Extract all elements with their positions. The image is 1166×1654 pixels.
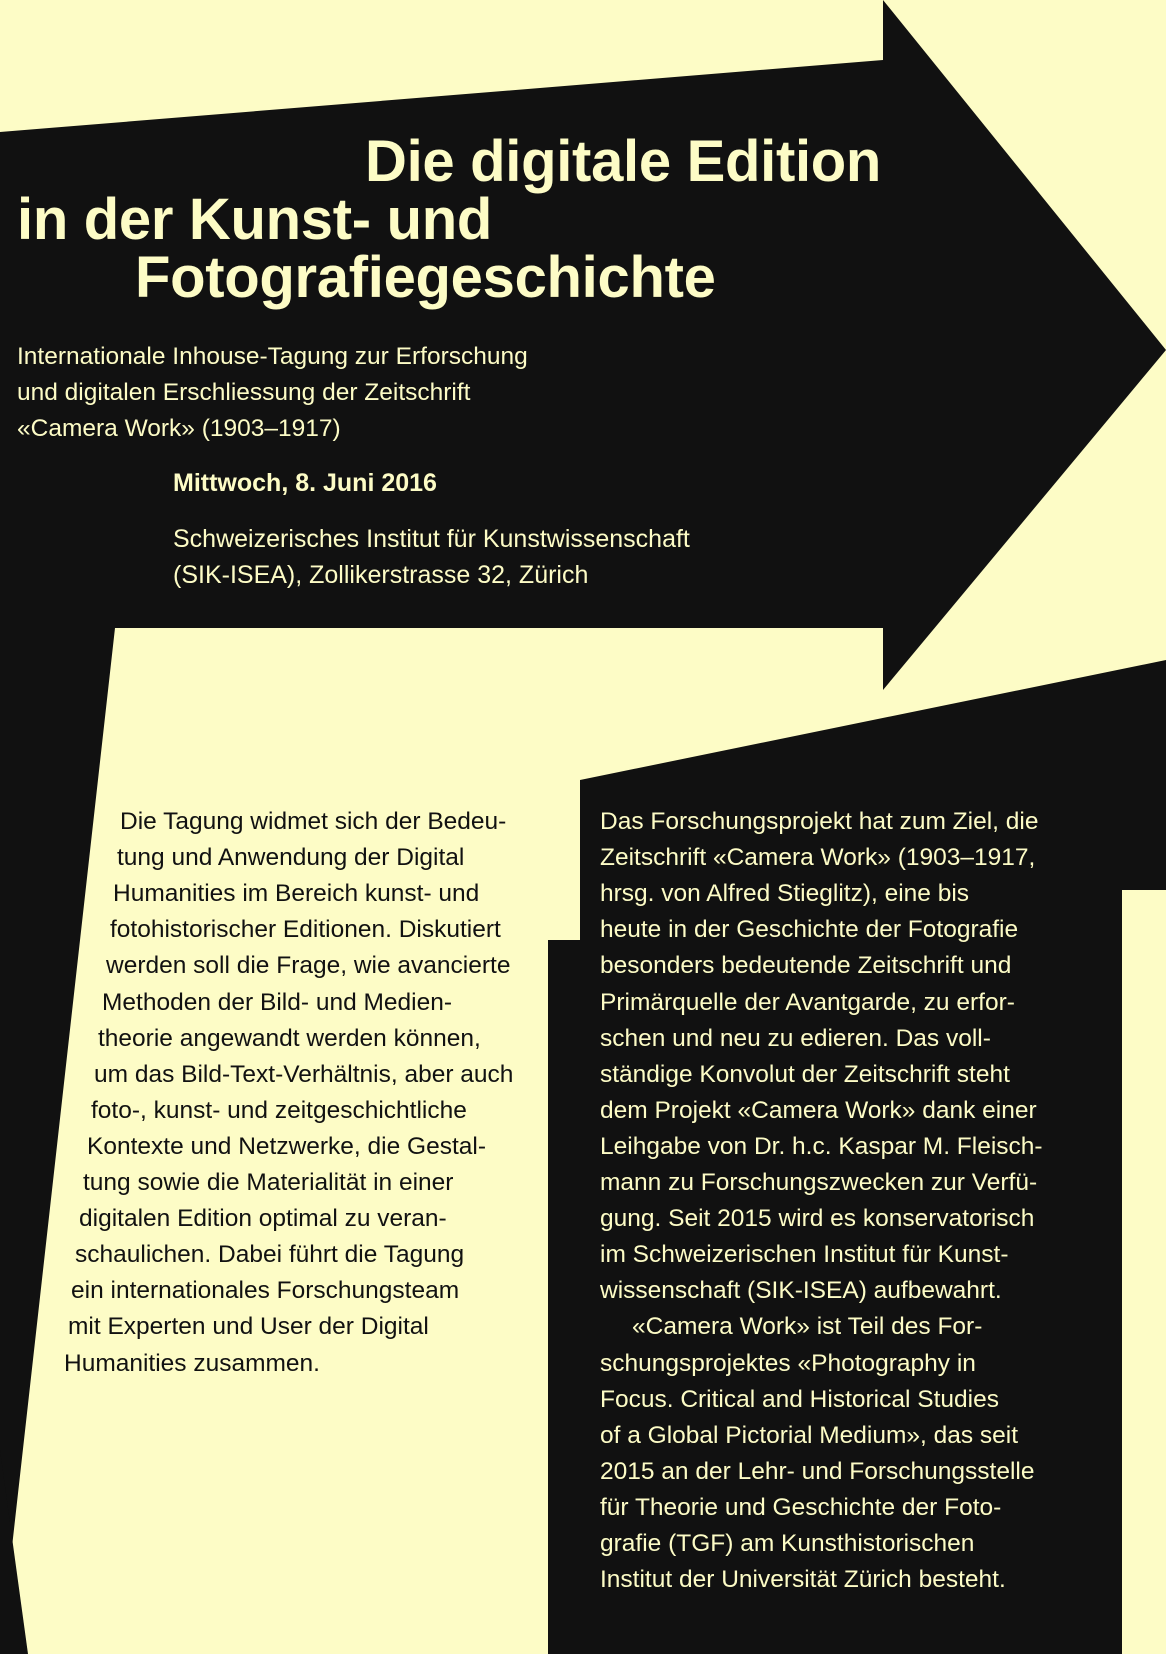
left-column-line: theorie angewandt werden können, — [98, 1024, 481, 1052]
right-column-line: Das Forschungsprojekt hat zum Ziel, die — [600, 808, 1039, 835]
right-column-line: besonders bedeutende Zeitschrift und — [600, 952, 1012, 980]
venue-line-2: (SIK-ISEA), Zollikerstrasse 32, Zürich — [173, 561, 589, 589]
title-line-1: Die digitale Edition — [365, 129, 882, 194]
right-column-line: Institut der Universität Zürich besteht. — [600, 1566, 1006, 1594]
title-line-2: in der Kunst- und — [17, 187, 492, 252]
subtitle-line-3: «Camera Work» (1903–1917) — [17, 415, 341, 442]
right-column-line: of a Global Pictorial Medium», das seit — [600, 1421, 1019, 1449]
left-column-line: Die Tagung widmet sich der Bedeu- — [120, 808, 507, 835]
right-column-line: hrsg. von Alfred Stieglitz), eine bis — [600, 880, 970, 908]
right-column-line: ständige Konvolut der Zeitschrift steht — [600, 1060, 1010, 1088]
left-column-line: ein internationales Forschungsteam — [71, 1277, 460, 1305]
right-column-line: mann zu Forschungszwecken zur Verfü- — [600, 1169, 1038, 1196]
right-column-line: «Camera Work» ist Teil des For- — [632, 1313, 983, 1341]
left-column-line: foto-, kunst- und zeitgeschichtliche — [91, 1096, 467, 1124]
left-column-line: digitalen Edition optimal zu veran- — [79, 1205, 447, 1233]
left-column-line: Humanities im Bereich kunst- und — [113, 880, 480, 908]
right-column-line: schungsprojektes «Photography in — [600, 1349, 976, 1377]
right-column-line: Focus. Critical and Historical Studies — [600, 1385, 999, 1413]
left-column-line: schaulichen. Dabei führt die Tagung — [75, 1241, 465, 1269]
left-column-line: tung sowie die Materialität in einer — [83, 1169, 454, 1196]
right-column-line: gung. Seit 2015 wird es konservatorisch — [600, 1205, 1035, 1233]
left-column-line: Methoden der Bild- und Medien- — [102, 988, 453, 1016]
subtitle-line-1: Internationale Inhouse-Tagung zur Erforschung — [17, 343, 528, 370]
right-column-line: Zeitschrift «Camera Work» (1903–1917, — [600, 844, 1036, 872]
left-column-line: werden soll die Frage, wie avancierte — [106, 952, 511, 980]
left-column-line: Kontexte und Netzwerke, die Gestal- — [87, 1132, 487, 1160]
event-date: Mittwoch, 8. Juni 2016 — [173, 469, 437, 497]
right-column-line: Primärquelle der Avantgarde, zu erfor- — [600, 988, 1015, 1016]
title-line-3: Fotografiegeschichte — [135, 245, 716, 310]
left-column-line: um das Bild-Text-Verhältnis, aber auch — [94, 1060, 514, 1088]
left-column-line: tung und Anwendung der Digital — [117, 844, 465, 872]
right-column-line: für Theorie und Geschichte der Foto- — [600, 1493, 1002, 1521]
venue-line-1: Schweizerisches Institut für Kunstwissenschaft — [173, 525, 690, 553]
event-venue — [173, 521, 690, 593]
left-column-line: Humanities zusammen. — [64, 1349, 320, 1377]
right-column-line: 2015 an der Lehr- und Forschungsstelle — [600, 1457, 1035, 1485]
right-column-line: heute in der Geschichte der Fotografie — [600, 916, 1019, 944]
right-column-line: Leihgabe von Dr. h.c. Kaspar M. Fleisch- — [600, 1132, 1043, 1160]
right-column-line: schen und neu zu edieren. Das voll- — [600, 1024, 991, 1052]
right-column-line: dem Projekt «Camera Work» dank einer — [600, 1096, 1037, 1124]
subtitle — [17, 339, 528, 447]
left-column-line: mit Experten und User der Digital — [68, 1313, 429, 1341]
subtitle-line-2: und digitalen Erschliessung der Zeitschrift — [17, 379, 471, 406]
right-column-line: grafie (TGF) am Kunsthistorischen — [600, 1530, 975, 1557]
right-column-line: wissenschaft (SIK-ISEA) aufbewahrt. — [600, 1277, 1002, 1305]
right-column-line: im Schweizerischen Institut für Kunst- — [600, 1241, 1009, 1269]
left-column-line: fotohistorischer Editionen. Diskutiert — [110, 916, 501, 944]
